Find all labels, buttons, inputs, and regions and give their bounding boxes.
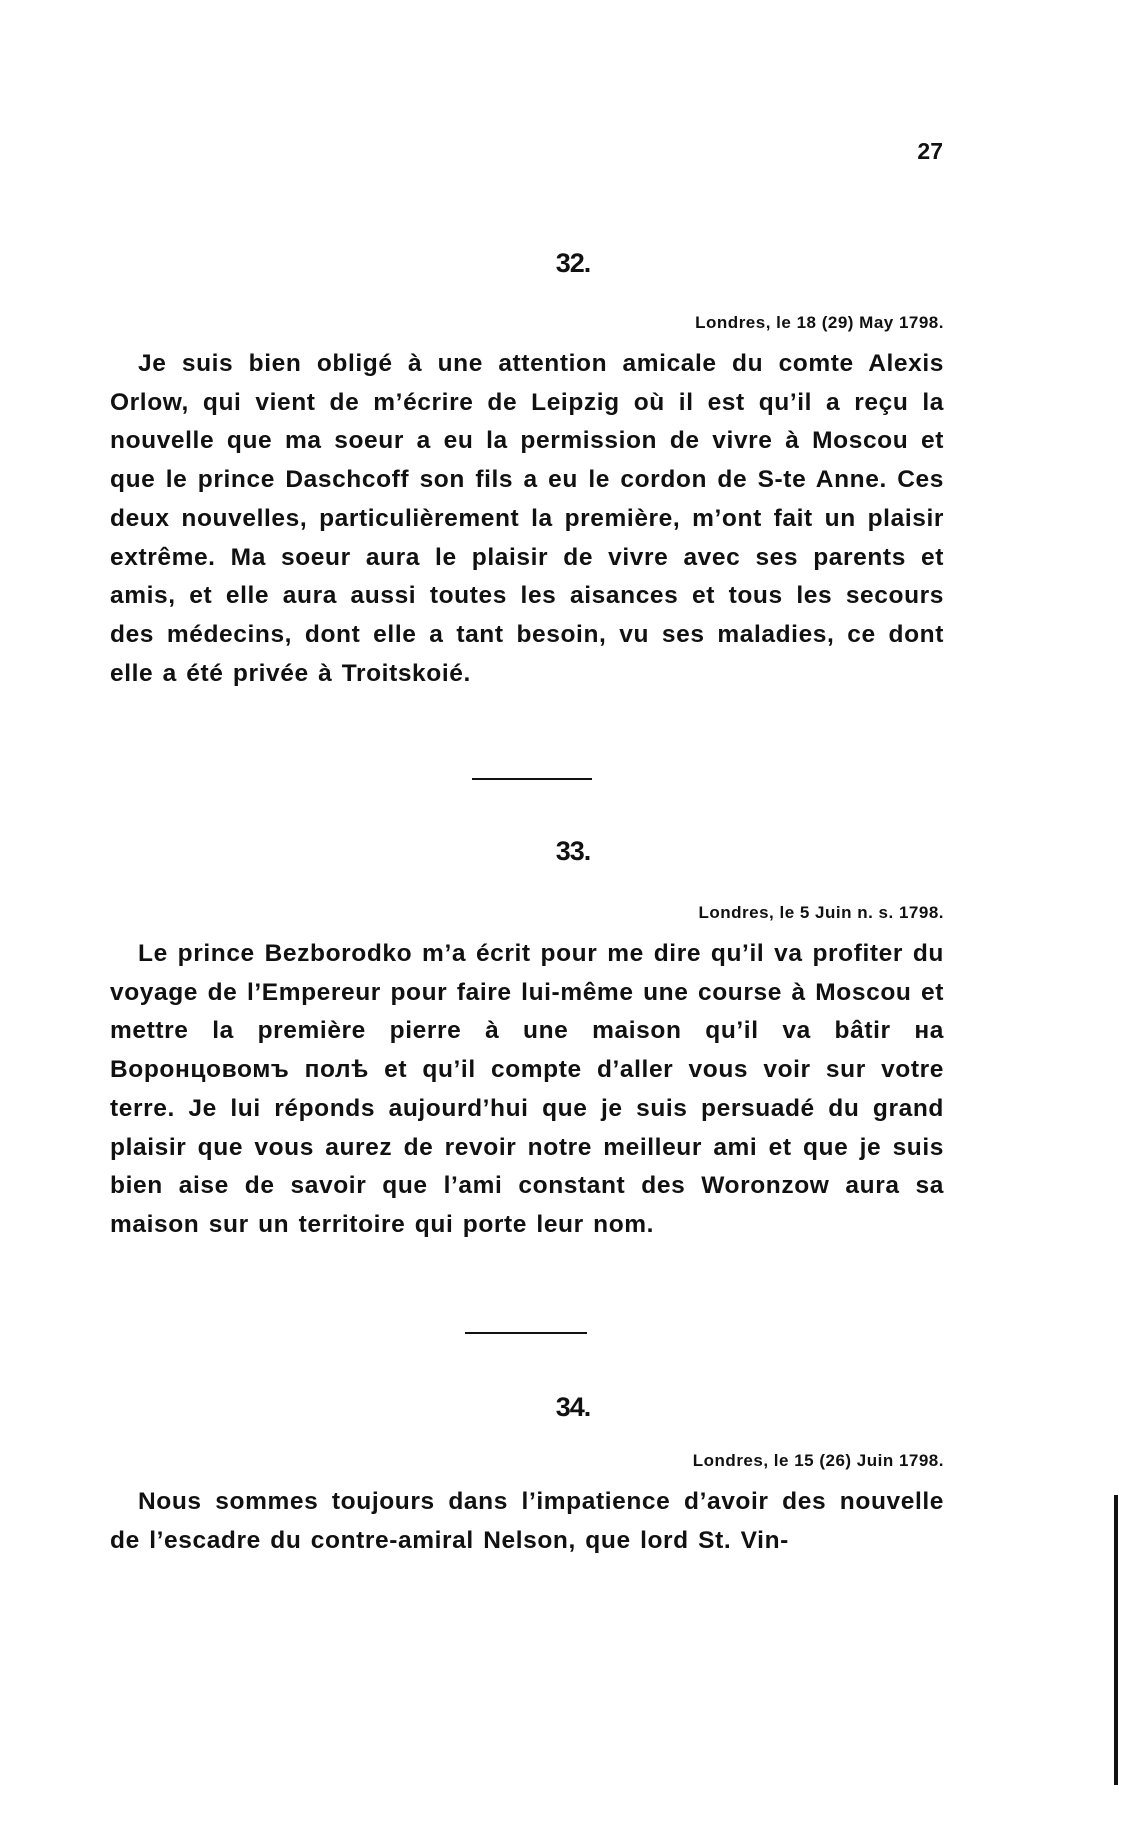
letter-body: Le prince Bezborodko m’a écrit pour me dire qu’il va profiter du voyage de l’Empereur pour faire lui-même une course à Moscou et mettre la première pierre à une maison qu’il va bâtir на Воронцовомъ полѣ et qu’il compte d’aller vous voir sur votre terre. Je lui réponds aujourd’hui que je suis persuadé du grand plaisir que vous aurez de revoir notre meilleur ami et que je suis bien aise de savoir que l’ami constant des Woronzow aura sa maison sur un territoire qui porte leur nom. bbox=[110, 940, 944, 1238]
scan-margin-line bbox=[1114, 1495, 1118, 1785]
letter-32 bbox=[110, 248, 944, 693]
letter-dateline: Londres, le 18 (29) May 1798. bbox=[695, 313, 944, 332]
letter-body: Je suis bien obligé à une attention amicale du comte Alexis Orlow, qui vient de m’écrire de Leipzig où il est qu’il a reçu la nouvelle que ma soeur a eu la permission de vivre à Moscou et que le prince Daschcoff son fils a eu le cordon de S-te Anne. Ces deux nouvelles, particulièrement la première, m’ont fait un plaisir extrême. Ma soeur aura le plaisir de vivre avec ses parents et amis, et elle aura aussi toutes les aisances et tous les secours des médecins, dont elle a tant besoin, vu ses maladies, ce dont elle a été privée à Troitskoié. bbox=[110, 350, 944, 687]
letter-number: 33. bbox=[555, 836, 591, 866]
letter-34 bbox=[110, 1392, 944, 1560]
section-divider bbox=[465, 1332, 587, 1334]
letter-dateline: Londres, le 15 (26) Juin 1798. bbox=[692, 1451, 944, 1470]
letter-body: Nous sommes toujours dans l’impatience d’avoir des nouvelle de l’escadre du contre-amiral Nelson, que lord St. Vin- bbox=[110, 1488, 944, 1554]
letter-dateline: Londres, le 5 Juin n. s. 1798. bbox=[698, 903, 944, 922]
letter-number: 32. bbox=[555, 248, 591, 278]
page-number: 27 bbox=[917, 138, 943, 164]
section-divider bbox=[472, 778, 592, 780]
letter-33 bbox=[110, 836, 944, 1245]
letter-number: 34. bbox=[555, 1392, 591, 1422]
